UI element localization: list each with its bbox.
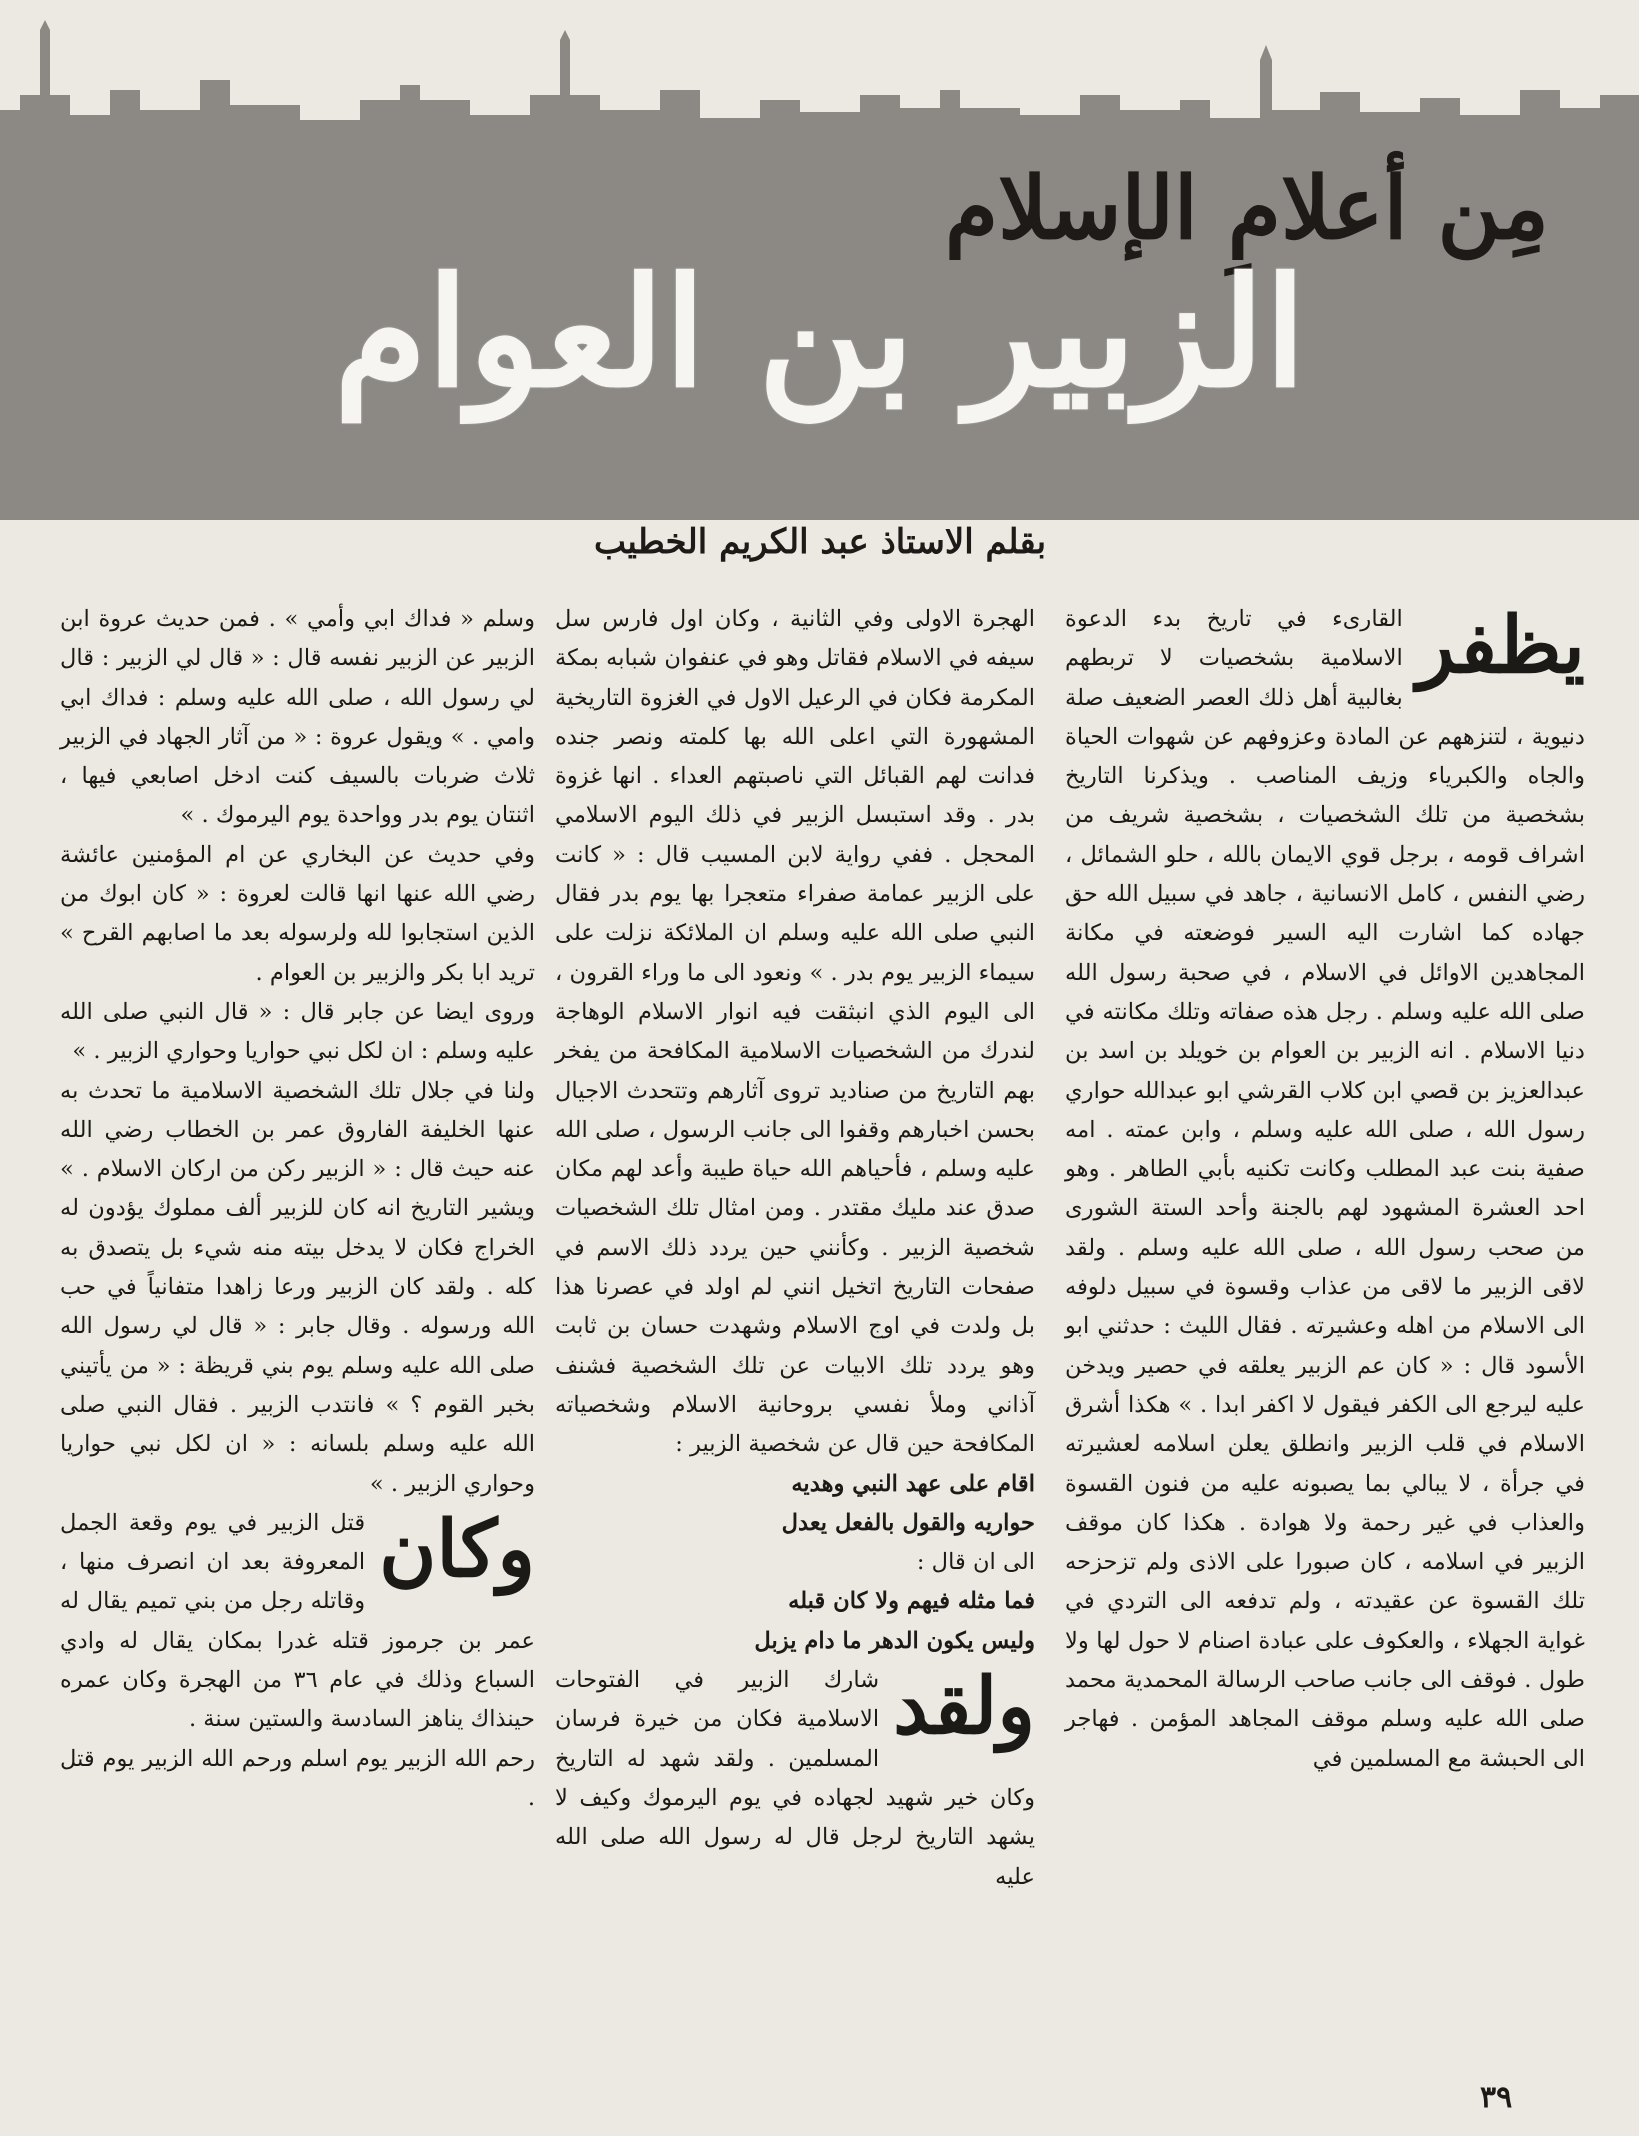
paragraph: قتل الزبير في يوم وقعة الجمل المعروفة بعد ان انصرف منها ، وقاتله رجل من بني تميم يقال له عمر بن جرموز قتله غدرا بمكان يقال له وادي السباع وذلك في عام ٣٦ من الهجرة وكان عمره حينذاك يناهز السادسة والستين سنة . <box>60 1509 535 1733</box>
text-column-right <box>1065 600 1585 1779</box>
series-title: مِن أعلامِ الإسلام <box>944 158 1549 259</box>
poem-verse: وليس يكون الدهر ما دام يزبل <box>754 1627 1035 1654</box>
paragraph: وروى ايضا عن جابر قال : « قال النبي صلى الله عليه وسلم : ان لكل نبي حواريا وحواري الزبير . » <box>60 998 535 1065</box>
author-byline: بقلم الاستاذ عبد الكريم الخطيب <box>593 522 1047 562</box>
article-header <box>0 0 1639 520</box>
paragraph: الهجرة الاولى وفي الثانية ، وكان اول فارس سل سيفه في الاسلام فقاتل وهو في عنفوان شبابه بمكة المكرمة فكان في الرعيل الاول في الغزوة التاريخية المشهورة التي اعلى الله بها كلمته ونصر جنده فدانت لهم القبائل التي ناصبتهم العداء . انها غزوة بدر . وقد استبسل الزبير في ذلك اليوم الاسلامي المحجل . ففي رواية لابن المسيب قال : « كانت على الزبير عمامة صفراء متعجرا بها يوم بدر فقال النبي صلى الله عليه وسلم ان الملائكة نزلت على سيماء الزبير يوم بدر . » ونعود الى ما وراء القرون ، الى اليوم الذي انبثقت فيه انوار الاسلام الوهاجة لندرك من الشخصيات الاسلامية المكافحة من يفخر بهم التاريخ من صناديد تروى آثارهم وتتحدث الاجيال بحسن اخبارهم وقفوا الى جانب الرسول ، صلى الله عليه وسلم ، فأحياهم الله حياة طيبة وأعد لهم مكان صدق عند مليك مقتدر . ومن امثال تلك الشخصيات شخصية الزبير . وكأنني حين يردد ذلك الاسم في صفحات التاريخ اتخيل انني لم اولد في عصرنا هذا بل ولدت في اوج الاسلام وشهدت حسان بن ثابت وهو يردد تلك الابيات عن تلك الشخصية فشنف آذاني وملأ نفسي بروحانية الاسلام وشخصياته المكافحة حين قال عن شخصية الزبير : <box>555 606 1035 1458</box>
page-number: ٣٩ <box>1480 2080 1513 2115</box>
poem-verse: اقام على عهد النبي وهديه <box>791 1470 1035 1497</box>
drop-cap-word: وكان <box>379 1503 535 1595</box>
paragraph: ولنا في جلال تلك الشخصية الاسلامية ما تحدث به عنها الخليفة الفاروق عمر بن الخطاب رضي الله عنه حيث قال : « الزبير ركن من اركان الاسلام . » ويشير التاريخ انه كان للزبير ألف مملوك يؤدون له الخراج فكان لا يدخل بيته منه شيء بل يتصدق به كله . ولقد كان الزبير ورعا زاهدا متفانياً في حب الله ورسوله . وقال جابر : « قال لي رسول الله صلى الله عليه وسلم يوم بني قريظة : « من يأتيني بخبر القوم ؟ » فانتدب الزبير . فقال النبي صلى الله عليه وسلم بلسانه : « ان لكل نبي حواريا وحواري الزبير . » <box>60 1077 535 1497</box>
text-column-left <box>60 600 535 1818</box>
paragraph: القارىء في تاريخ بدء الدعوة الاسلامية بشخصيات لا تربطهم بغالبية أهل ذلك العصر الضعيف صلة دنيوية ، لتنزههم عن المادة وعزوفهم عن شهوات الحياة والجاه والكبرياء وزيف المناصب . ويذكرنا التاريخ بشخصية من تلك الشخصيات ، بشخصية شريف من اشراف قومه ، برجل قوي الايمان بالله ، حلو الشمائل ، رضي النفس ، كامل الانسانية ، جاهد في سبيل الله حق جهاده كما اشارت اليه السير فوضعته في مكانة المجاهدين الاوائل في الاسلام ، في صحبة رسول الله صلى الله عليه وسلم . رجل هذه صفاته وتلك مكانته في دنيا الاسلام . انه الزبير بن العوام بن خويلد بن اسد بن عبدالعزيز بن قصي ابن كلاب القرشي ابو عبدالله حواري رسول الله ، صلى الله عليه وسلم ، وابن عمته . امه صفية بنت عبد المطلب وكانت تكنيه بأبي الطاهر . وهو احد العشرة المشهود لهم بالجنة وأحد الستة الشورى من صحب رسول الله ، صلى الله عليه وسلم . ولقد لاقى الزبير ما لاقى من عذاب وقسوة في سبيل دلوفه الى الاسلام من اهله وعشيرته . فقال الليث : حدثني ابو الأسود قال : « كان عم الزبير يعلقه في حصير ويدخن عليه ليرجع الى الكفر فيقول لا اكفر ابدا . » هكذا أشرق الاسلام في قلب الزبير وانطلق يعلن اسلامه لعشيرته في جرأة ، لا يبالي بما يصبونه عليه من فنون القسوة والعذاب في غير رحمة ولا هوادة . هكذا كان موقف الزبير في اسلامه ، كان صبورا على الاذى ولم تزحزحه تلك القسوة عن عقيدته ، ولم تدفعه الى التردي في غواية الجهلاء ، والعكوف على عبادة اصنام لا حول لها ولا طول . فوقف الى جانب صاحب الرسالة المحمدية محمد صلى الله عليه وسلم موقف المجاهد المؤمن . فهاجر الى الحبشة مع المسلمين في <box>1065 606 1585 1772</box>
paragraph: شارك الزبير في الفتوحات الاسلامية فكان من خيرة فرسان المسلمين . ولقد شهد له التاريخ وكان خير شهيد لجهاده في يوم اليرموك وكيف لا يشهد التاريخ لرجل قال له رسول الله صلى الله عليه <box>555 1667 1035 1890</box>
paragraph: وفي حديث عن البخاري عن ام المؤمنين عائشة رضي الله عنها انها قالت لعروة : « كان ابوك من الذين استجابوا لله ولرسوله بعد ما اصابهم القرح » تريد ابا بكر والزبير بن العوام . <box>60 841 535 986</box>
paragraph: وسلم « فداك ابي وأمي » . فمن حديث عروة ابن الزبير عن الزبير نفسه قال : « قال لي الزبير : قال لي رسول الله ، صلى الله عليه وسلم : فداك ابي وامي . » ويقول عروة : « من آثار الجهاد في الزبير ثلاث ضربات بالسيف كنت ادخل اصابعي فيها ، اثنتان يوم بدر وواحدة يوم اليرموك . » <box>60 606 535 829</box>
article-title: الزبير بن العوام <box>333 245 1307 421</box>
drop-cap-word: ولقد <box>893 1661 1035 1753</box>
paragraph: رحم الله الزبير يوم اسلم ورحم الله الزبير يوم قتل . <box>60 1745 535 1811</box>
drop-cap-word: يظفر <box>1416 600 1585 691</box>
poem-verse: فما مثله فيهم ولا كان قبله <box>788 1588 1035 1615</box>
verse-intro: الى ان قال : <box>916 1549 1035 1576</box>
text-column-middle <box>555 600 1035 1897</box>
poem-verse: حواريه والقول بالفعل يعدل <box>781 1509 1035 1536</box>
skyline-silhouette-icon <box>0 0 1639 150</box>
